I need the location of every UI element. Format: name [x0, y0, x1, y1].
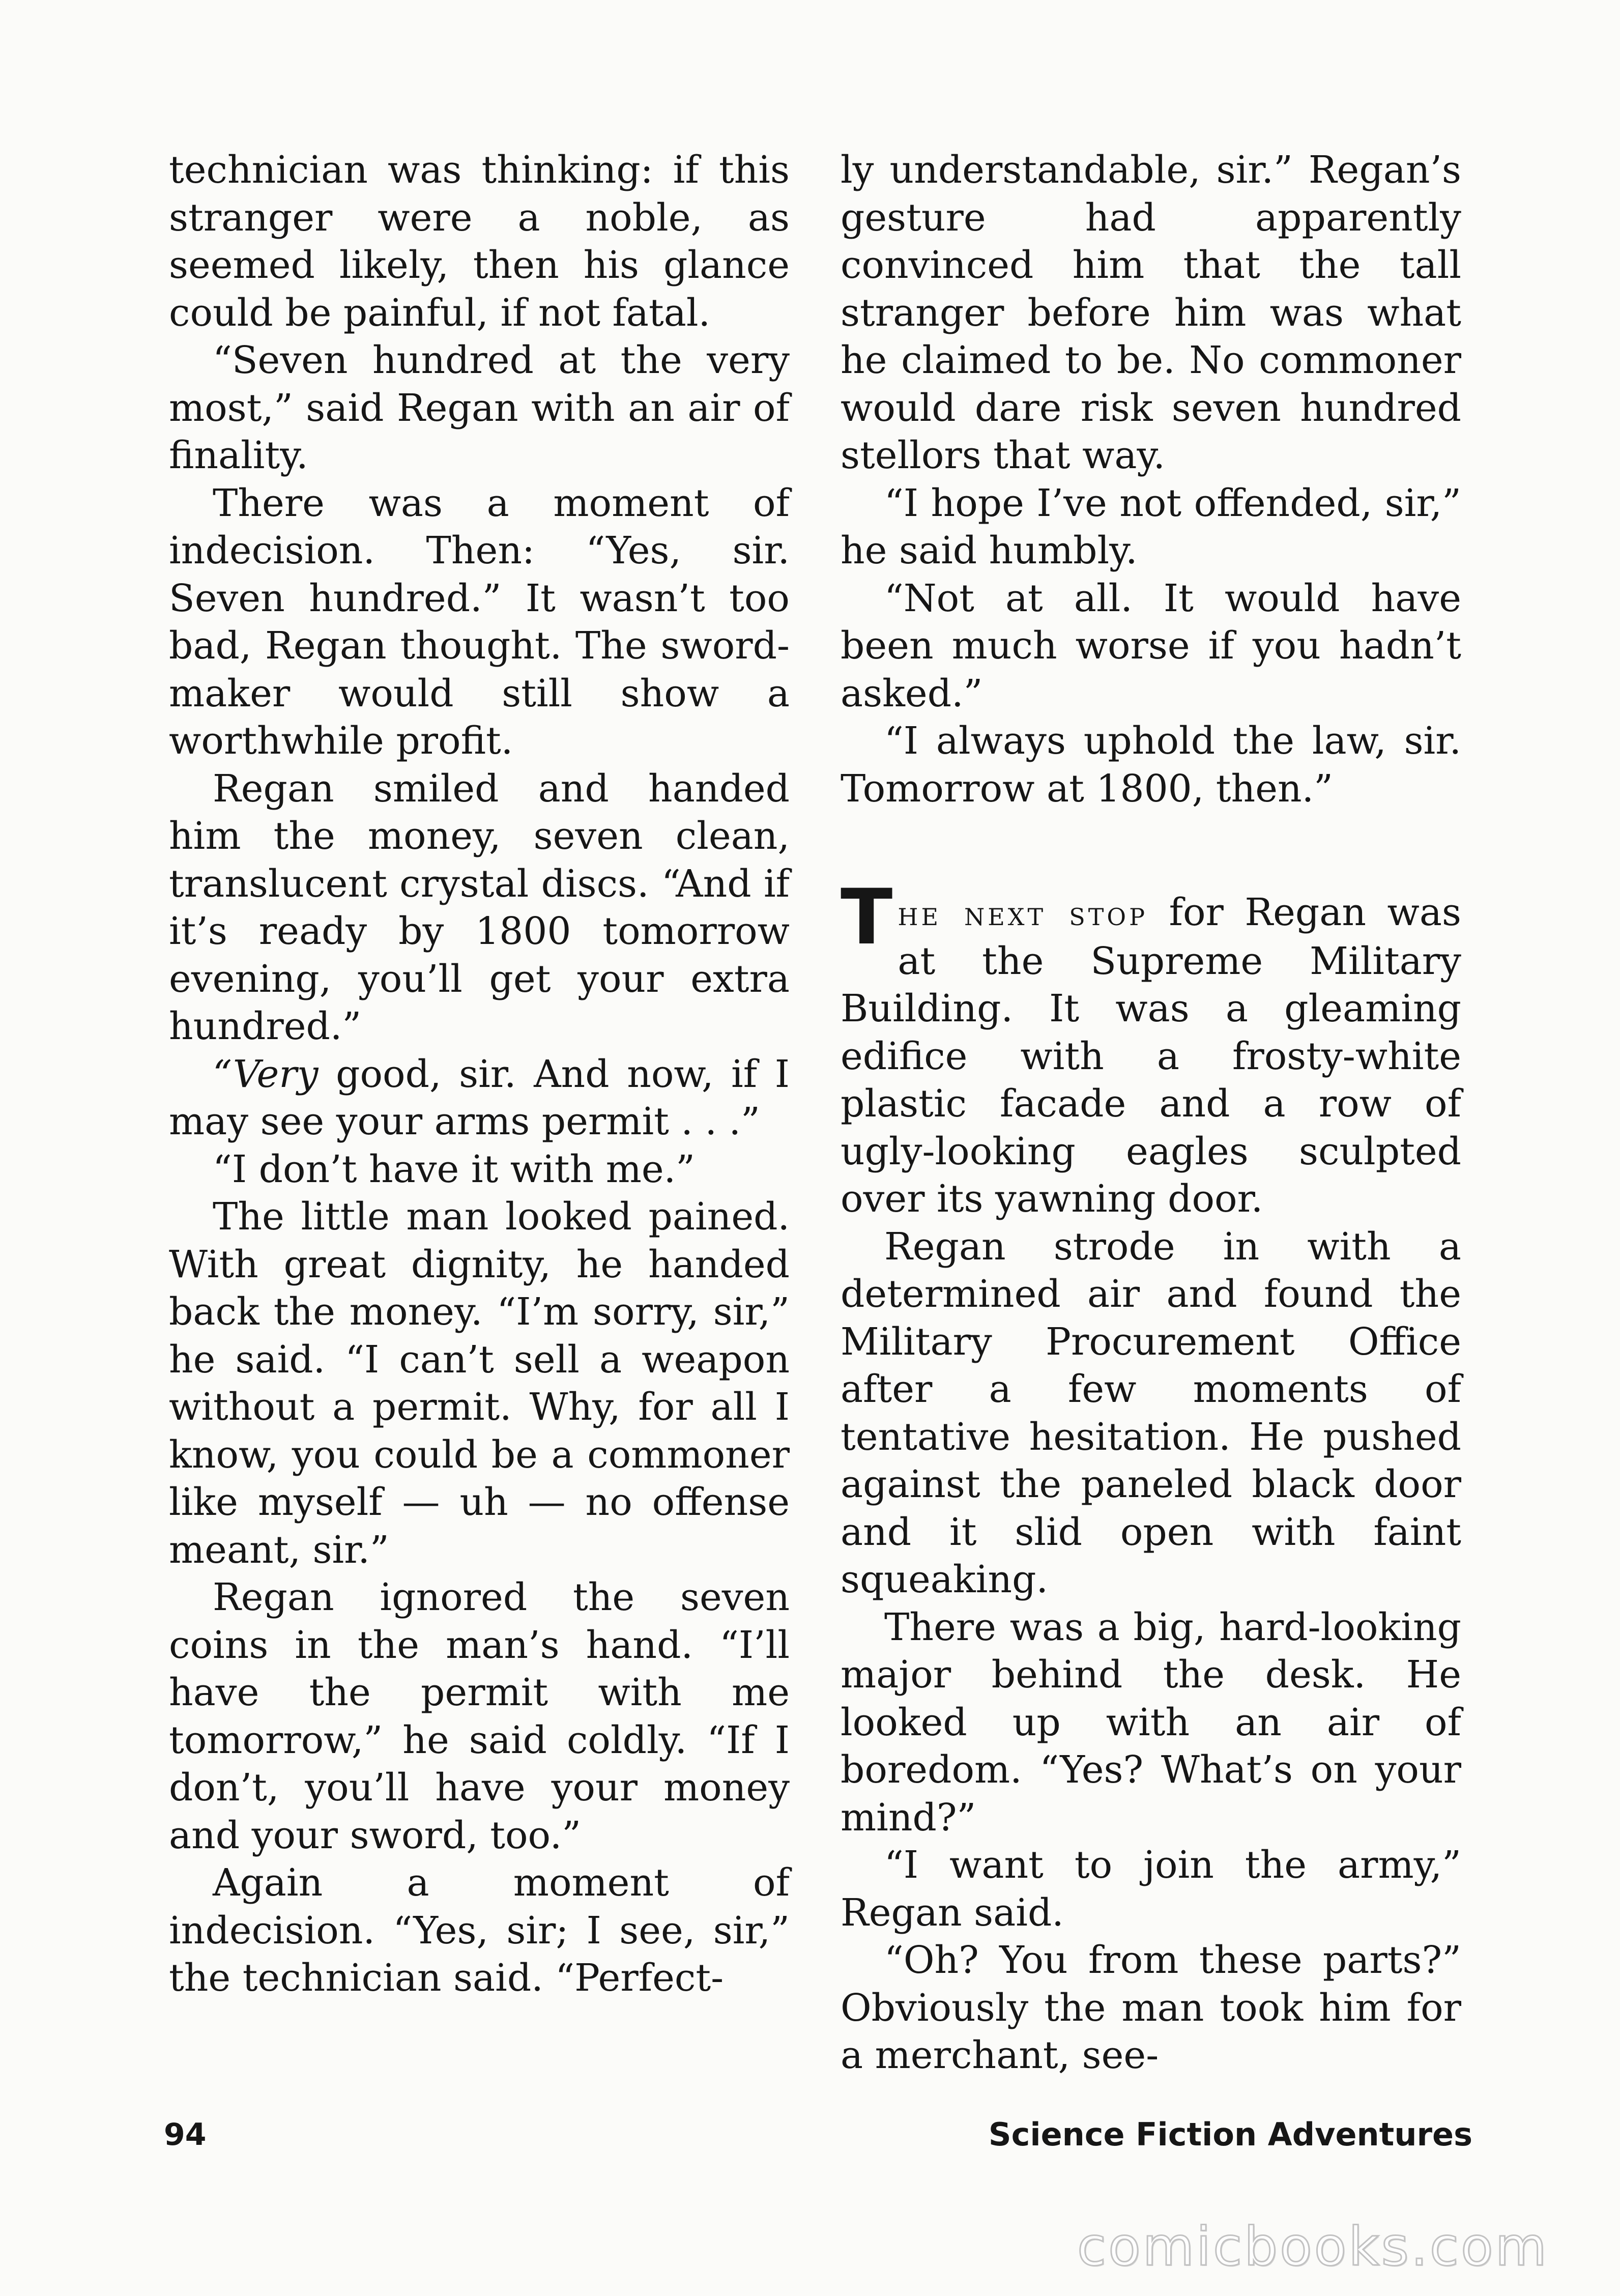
- site-watermark: comicbooks.com: [1077, 2216, 1549, 2278]
- running-footer-title: Science Fiction Adventures: [988, 2116, 1472, 2153]
- right-text-column: [841, 147, 1461, 2080]
- paragraph: “Seven hundred at the very most,” said Regan with an air of finality.: [169, 338, 790, 477]
- paragraph-text: good, sir. And now, if I may see your arms permit . . .”: [169, 1052, 790, 1143]
- paragraph: There was a big, hard-looking major behind the desk. He looked up with an air of boredom. “Yes? What’s on your mind?”: [841, 1605, 1461, 1840]
- paragraph: “Oh? You from these parts?” Obviously the man took him for a merchant, see-: [841, 1938, 1461, 2077]
- section-opening-paragraph: [841, 873, 1461, 1223]
- left-text-column: [169, 147, 790, 2002]
- paragraph-text: for Regan was at the Supreme Military Building. It was a gleaming edifice with a frosty-white plastic facade and a row of ugly-looking eagles sculpted over its yawning door.: [841, 891, 1461, 1221]
- paragraph: Regan smiled and handed him the money, seven clean, translucent crystal discs. “And if it’s ready by 1800 tomorrow evening, you’ll get your extra hundred.”: [169, 766, 790, 1048]
- paragraph: technician was thinking: if this stranger were a noble, as seemed likely, then his glance could be painful, if not fatal.: [169, 148, 790, 335]
- paragraph: “I hope I’ve not offended, sir,” he said humbly.: [841, 481, 1461, 572]
- paragraph: Regan strode in with a determined air and found the Military Procurement Office after a few moments of tentative hesitation. He pushed against the paneled black door and it slid open with faint squeaking.: [841, 1224, 1461, 1601]
- paragraph: ly understandable, sir.” Regan’s gesture had apparently convinced him that the tall stranger before him was what he claimed to be. No commoner would dare risk seven hundred stellors that way.: [841, 148, 1461, 477]
- paragraph: “I always uphold the law, sir. Tomorrow at 1800, then.”: [841, 719, 1461, 811]
- paragraph: Regan ignored the seven coins in the man’s hand. “I’ll have the permit with me tomorrow,” he said coldly. “If I don’t, you’ll have your money and your sword, too.”: [169, 1575, 790, 1857]
- paragraph: Again a moment of indecision. “Yes, sir; I see, sir,” the technician said. “Perfect-: [169, 1861, 790, 2000]
- paragraph: “I don’t have it with me.”: [213, 1147, 696, 1191]
- paragraph: “I want to join the army,” Regan said.: [841, 1843, 1461, 1935]
- drop-cap: T: [841, 873, 893, 962]
- italic-emphasis: “Very: [213, 1052, 319, 1096]
- paragraph: There was a moment of indecision. Then: “Yes, sir. Seven hundred.” It wasn’t too bad, Regan thought. The sword-maker would still show a worthwhile profit.: [169, 481, 790, 763]
- small-caps-lead: he next stop: [898, 894, 1148, 933]
- paragraph: [169, 1051, 790, 1146]
- page-number: 94: [164, 2117, 207, 2152]
- paragraph: The little man looked pained. With great dignity, he handed back the money. “I’m sorry, sir,” he said. “I can’t sell a weapon without a permit. Why, for all I know, you could be a commoner like myself — uh — no offense meant, sir.”: [169, 1195, 790, 1572]
- paragraph: “Not at all. It would have been much worse if you hadn’t asked.”: [841, 576, 1461, 715]
